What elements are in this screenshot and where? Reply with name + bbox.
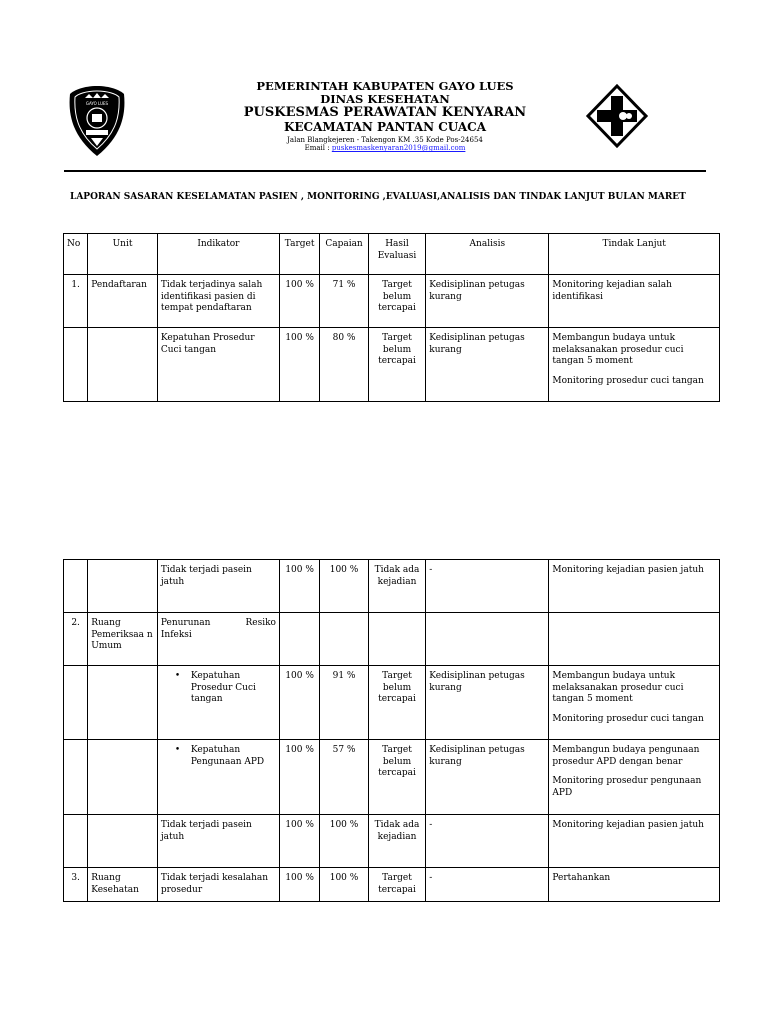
table-row xyxy=(64,815,720,868)
address: Jalan Blangkejeren - Takengon KM .35 Kode Pos-24654 xyxy=(287,136,483,145)
cell-no xyxy=(64,740,88,815)
header-unit: Unit xyxy=(88,234,158,275)
table-row xyxy=(64,328,720,402)
tindak-item: Monitoring prosedur pengunaan APD xyxy=(552,776,702,799)
cell-target: 100 % xyxy=(279,740,319,815)
table-row xyxy=(64,868,720,902)
cell-capaian xyxy=(320,613,368,666)
cell-analisis: Kedisiplinan petugas kurang xyxy=(426,666,549,740)
cell-target: 100 % xyxy=(279,815,319,868)
table-header-row xyxy=(64,234,720,275)
puskesmas-name: PUSKESMAS PERAWATAN KENYARAN xyxy=(243,105,527,121)
tindak-item: Monitoring kejadian pasien jatuh xyxy=(552,565,704,575)
cell-unit xyxy=(88,666,158,740)
cell-analisis: Kedisiplinan petugas kurang xyxy=(426,328,549,402)
cell-capaian: 100 % xyxy=(320,868,368,902)
cell-analisis: Kedisiplinan petugas kurang xyxy=(426,740,549,815)
cell-hasil: Target belum tercapai xyxy=(368,740,426,815)
gov-name: PEMERINTAH KABUPATEN GAYO LUES xyxy=(256,79,514,93)
tindak-item: Monitoring prosedur cuci tangan xyxy=(552,714,704,725)
cell-indikator: Tidak terjadi pasein jatuh xyxy=(157,815,279,868)
cell-indikator xyxy=(157,740,279,815)
cell-analisis: - xyxy=(426,815,549,868)
cell-hasil: Target belum tercapai xyxy=(368,328,426,402)
cell-tindak xyxy=(549,740,720,815)
cell-indikator xyxy=(157,666,279,740)
cell-no: 2. xyxy=(64,613,88,666)
email-link[interactable]: puskesmaskenyaran2019@gmail.com xyxy=(331,144,466,153)
email-label: Email : xyxy=(304,144,332,153)
tindak-item: Pertahankan xyxy=(552,873,611,883)
tindak-item: Monitoring kejadian pasien jatuh xyxy=(552,820,704,830)
cell-target: 100 % xyxy=(279,560,319,613)
tindak-item: Membangun budaya pengunaan prosedur APD dengan benar xyxy=(552,745,700,767)
cell-hasil xyxy=(368,613,426,666)
cell-tindak xyxy=(549,328,720,402)
report-title: LAPORAN SASARAN KESELAMATAN PASIEN , MONITORING ,EVALUASI,ANALISIS DAN TINDAK LANJUT BULAN MARET xyxy=(70,192,686,202)
cell-hasil: Tidak ada kejadian xyxy=(368,560,426,613)
cell-indikator: Tidak terjadi pasein jatuh xyxy=(157,560,279,613)
district-name: KECAMATAN PANTAN CUACA xyxy=(283,120,487,135)
table-row xyxy=(64,275,720,328)
header-hasil: Hasil Evaluasi xyxy=(368,234,426,275)
cell-hasil: Target belum tercapai xyxy=(368,275,426,328)
header-divider xyxy=(64,170,706,172)
cell-tindak xyxy=(549,613,720,666)
cell-capaian: 71 % xyxy=(320,275,368,328)
cell-capaian: 100 % xyxy=(320,815,368,868)
cell-indikator: Kepatuhan Prosedur Cuci tangan xyxy=(157,328,279,402)
cell-hasil: Tidak ada kejadian xyxy=(368,815,426,868)
cell-no xyxy=(64,560,88,613)
cell-analisis: - xyxy=(426,868,549,902)
cell-target: 100 % xyxy=(279,275,319,328)
regency-shield-emblem-icon xyxy=(66,84,128,158)
cell-no xyxy=(64,328,88,402)
tindak-item: Monitoring kejadian salah identifikasi xyxy=(552,280,672,302)
cell-no: 3. xyxy=(64,868,88,902)
cell-hasil: Target belum tercapai xyxy=(368,666,426,740)
header-no: No xyxy=(64,234,88,275)
cell-unit: Ruang Pemeriksaa n Umum xyxy=(88,613,158,666)
cell-target: 100 % xyxy=(279,868,319,902)
cell-analisis: Kedisiplinan petugas kurang xyxy=(426,275,549,328)
cell-capaian: 57 % xyxy=(320,740,368,815)
cell-tindak xyxy=(549,815,720,868)
cell-no: 1. xyxy=(64,275,88,328)
cell-unit xyxy=(88,560,158,613)
table-row xyxy=(64,613,720,666)
header-analisis: Analisis xyxy=(426,234,549,275)
cell-tindak xyxy=(549,560,720,613)
bullet-item: • Kepatuhan Prosedur Cuci tangan xyxy=(161,671,276,706)
cell-tindak xyxy=(549,275,720,328)
cell-no xyxy=(64,666,88,740)
header-capaian: Capaian xyxy=(320,234,368,275)
cell-capaian: 100 % xyxy=(320,560,368,613)
cell-no xyxy=(64,815,88,868)
bullet-item: • Kepatuhan Pengunaan APD xyxy=(161,745,276,768)
svg-text:GAYO LUES: GAYO LUES xyxy=(85,101,109,106)
cell-indikator: Tidak terjadinya salah identifikasi pasien di tempat pendaftaran xyxy=(157,275,279,328)
header-indikator: Indikator xyxy=(157,234,279,275)
cell-analisis: - xyxy=(426,560,549,613)
tindak-item: Monitoring prosedur cuci tangan xyxy=(552,376,704,387)
indikator-word: Penurunan xyxy=(160,618,211,628)
table-row xyxy=(64,740,720,815)
cell-unit: Pendaftaran xyxy=(88,275,158,328)
indikator-line xyxy=(161,618,276,630)
table-row xyxy=(64,666,720,740)
cell-target: 100 % xyxy=(279,666,319,740)
cell-analisis xyxy=(426,613,549,666)
cell-unit xyxy=(88,328,158,402)
cell-target xyxy=(279,613,319,666)
indikator-word: Resiko xyxy=(245,618,276,628)
cell-target: 100 % xyxy=(279,328,319,402)
header-target: Target xyxy=(279,234,319,275)
cell-capaian: 80 % xyxy=(320,328,368,402)
email-line xyxy=(150,144,620,152)
cell-indikator: Tidak terjadi kesalahan prosedur xyxy=(157,868,279,902)
cell-capaian: 91 % xyxy=(320,666,368,740)
tindak-item: Membangun budaya untuk melaksanakan prosedur cuci tangan 5 moment xyxy=(552,333,684,367)
letterhead xyxy=(150,80,620,152)
dept-name: DINAS KESEHATAN xyxy=(320,92,450,107)
tindak-item: Membangun budaya untuk melaksanakan prosedur cuci tangan 5 moment xyxy=(552,671,684,705)
header-tindak: Tindak Lanjut xyxy=(549,234,720,275)
cell-indikator xyxy=(157,613,279,666)
indikator-word: Infeksi xyxy=(160,629,192,640)
report-table-part-2 xyxy=(63,559,720,902)
cell-tindak xyxy=(549,666,720,740)
cell-tindak xyxy=(549,868,720,902)
cell-unit: Ruang Kesehatan xyxy=(88,868,158,902)
cell-unit xyxy=(88,740,158,815)
cell-unit xyxy=(88,815,158,868)
cell-hasil: Target tercapai xyxy=(368,868,426,902)
table-row xyxy=(64,560,720,613)
report-table-part-1 xyxy=(63,233,720,402)
